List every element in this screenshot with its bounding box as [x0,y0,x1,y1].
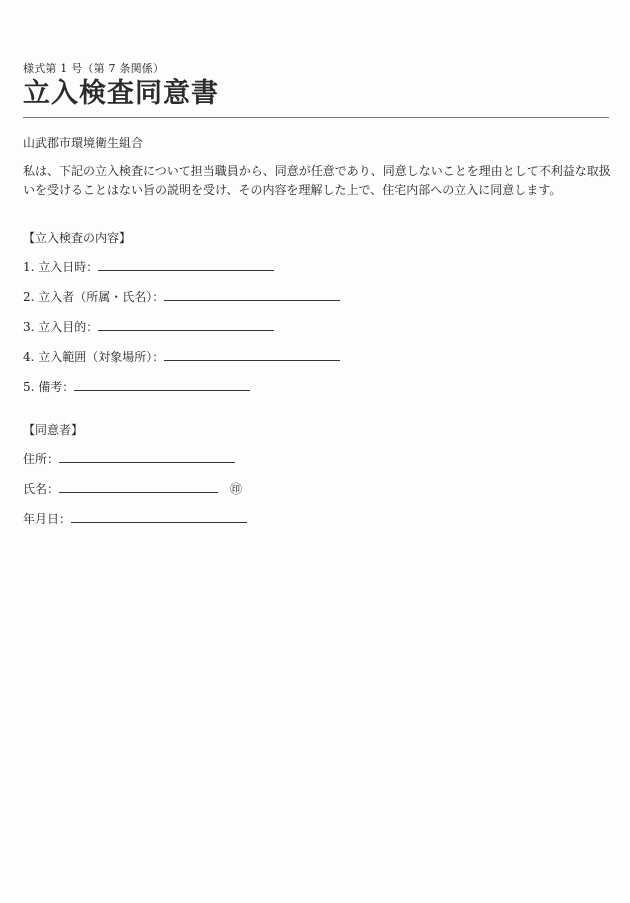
field-purpose [23,318,609,335]
field-label: 住所： [23,452,60,466]
field-label: 3. 立入目的： [23,320,99,334]
inspector-blank-line[interactable] [164,288,340,301]
seal-mark: ㊞ [230,482,243,496]
field-label: 1. 立入日時： [23,260,99,274]
page-title: 立入検査同意書 [23,78,219,109]
field-scope [23,348,609,365]
address-blank-line[interactable] [59,450,235,463]
consent-form-page [23,62,609,527]
consenter-section-heading: 【同意者】 [23,423,84,437]
field-address [23,450,609,467]
field-inspector [23,288,609,305]
purpose-blank-line[interactable] [98,318,274,331]
inspection-section-heading: 【立入検査の内容】 [23,231,132,245]
field-date [23,510,609,527]
consent-statement: 私は、下記の立入検査について担当職員から、同意が任意であり、同意しないことを理由として不利益な取扱いを受けることはない旨の説明を受け、その内容を理解した上で、住宅内部への立入に同意します。 [23,164,611,197]
field-remarks [23,378,609,395]
form-number: 様式第 1 号（第 7 条関係） [23,62,165,75]
field-label: 2. 立入者（所属・氏名）： [23,290,165,304]
field-label: 4. 立入範囲（対象場所）： [23,350,165,364]
field-label: 氏名： [23,482,60,496]
date-blank-line[interactable] [71,510,247,523]
title-divider [23,117,609,118]
field-name [23,480,609,497]
remarks-blank-line[interactable] [74,378,250,391]
field-inspection-datetime [23,258,609,275]
scope-blank-line[interactable] [164,348,340,361]
field-label: 5. 備考： [23,380,75,394]
name-blank-line[interactable] [59,480,218,493]
field-label: 年月日： [23,512,72,526]
organization-name: 山武郡市環境衛生組合 [23,136,144,150]
datetime-blank-line[interactable] [98,258,274,271]
